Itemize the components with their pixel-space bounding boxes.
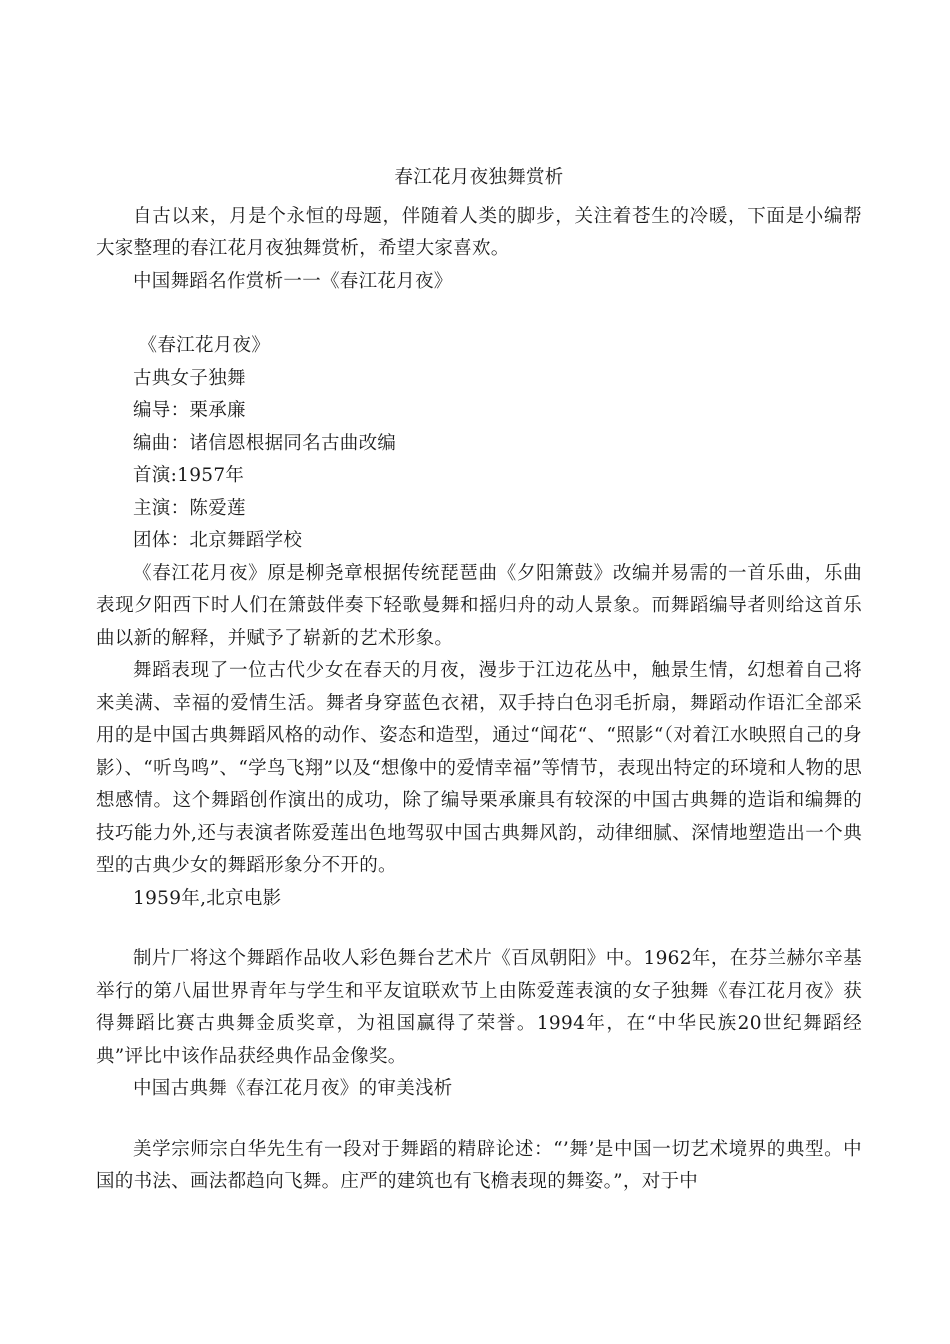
credit-lead-performer: 主演：陈爱莲 [133,497,246,519]
film-awards-paragraph: 制片厂将这个舞蹈作品收人彩色舞台艺术片《百凤朝阳》中。1962年，在芬兰赫尔辛基举行的第八届世界青年与学生和平友谊联欢节上由陈爱莲表演的女子独舞《春江花月夜》获得舞蹈比赛古典舞金质奖章，为祖国赢得了荣誉。1994年，在“中华民族20世纪舞蹈经典”评比中该作品获经典作品金像奖。 [96,948,862,1067]
credit-composer: 编曲：诸信恩根据同名古曲改编 [133,432,397,454]
work-title: 《春江花月夜》 [138,335,271,356]
document-body [96,162,862,1199]
credit-choreographer: 编导：栗承廉 [133,400,246,421]
aesthetics-paragraph: 美学宗师宗白华先生有一段对于舞蹈的精辟论述：“’舞’是中国一切艺术境界的典型。中国的书法、画法都趋向飞舞。庄严的建筑也有飞檐表现的舞姿。”，对于中 [96,1138,862,1192]
document-title: 春江花月夜独舞赏析 [394,167,564,188]
year-1959-line: 1959年,北京电影 [133,887,282,909]
credit-premiere: 首演:1957年 [133,465,245,486]
section-heading-aesthetics: 中国古典舞《春江花月夜》的审美浅析 [133,1078,453,1099]
intro-paragraph: 自古以来，月是个永恒的母题，伴随着人类的脚步，关注着苍生的冷暖，下面是小编帮大家整理的春江花月夜独舞赏析，希望大家喜欢。 [96,205,862,259]
credit-troupe: 团体：北京舞蹈学校 [133,530,303,551]
dance-description-paragraph: 舞蹈表现了一位古代少女在春天的月夜，漫步于江边花丛中，触景生情，幻想着自己将来美满、幸福的爱情生活。舞者身穿蓝色衣裙，双手持白色羽毛折扇，舞蹈动作语汇全部采用的是中国古典舞蹈风格的动作、姿态和造型，通过“闻花“、“照影“（对着江水映照自己的身影）、“听鸟鸣”、“学鸟飞翔”以及“想像中的爱情幸福”等情节，表现出特定的环境和人物的思想感情。这个舞蹈创作演出的成功，除了编导栗承廉具有较深的中国古典舞的造诣和编舞的技巧能力外,还与表演者陈爱莲出色地驾驭中国古典舞风韵，动律细腻、深情地塑造出一个典型的古典少女的舞蹈形象分不开的。 [96,660,862,876]
origin-paragraph: 《春江花月夜》原是柳尧章根据传统琵琶曲《夕阳箫鼓》改编并易需的一首乐曲，乐曲表现夕阳西下时人们在箫鼓伴奏下轻歌曼舞和摇归舟的动人景象。而舞蹈编导者则给这首乐曲以新的解释，并赋予了崭新的艺术形象。 [96,562,862,649]
credits-list [96,363,862,558]
section-heading-masterpiece: 中国舞蹈名作赏析一一《春江花月夜》 [133,270,453,292]
credit-genre: 古典女子独舞 [133,367,246,389]
